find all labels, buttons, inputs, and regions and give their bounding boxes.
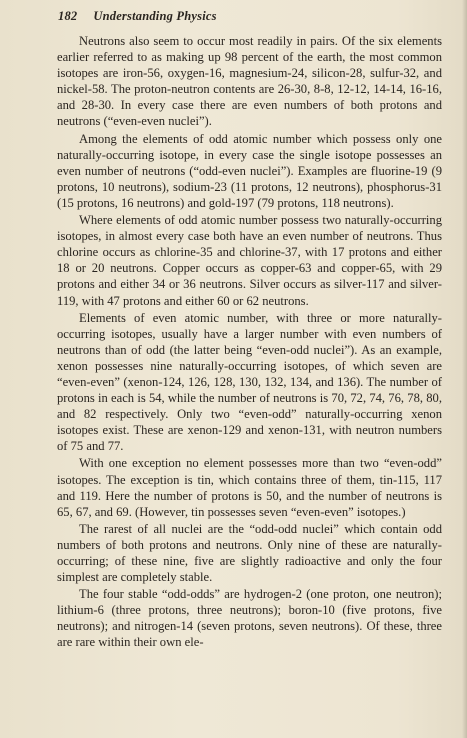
paragraph-even-even-nuclei: Neutrons also seem to occur most readily in pairs. Of the six elements earlier referred to as making up 98 percent of the earth, the most common isotopes are iron-56, oxygen-16, magnesium-24, silicon-28, sulfur-32, and nickel-58. The proton-neutron contents are 26-30, 8-8, 12-12, 14-14, 16-16, and 28-30. In every case there are even numbers of both protons and neutrons (“even-even nuclei”).: [57, 34, 442, 129]
page-number: 182: [58, 9, 78, 23]
page-edge-shadow: [462, 0, 467, 738]
paragraph-odd-even-nuclei: Among the elements of odd atomic number which possess only one naturally-occurring isotope, in every case the single isotope possesses an even number of neutrons (“odd-even nuclei”). Examples are fluorine-19 (9 protons, 10 neutrons), sodium-23 (11 protons, 12 neutrons), phosphorus-31 (15 protons, 16 neutrons) and gold-197 (79 protons, 118 neutrons).: [57, 131, 442, 210]
running-title: Understanding Physics: [93, 9, 217, 23]
running-header: [58, 9, 217, 24]
paragraph-stable-odd-odds: The four stable “odd-odds” are hydrogen-2 (one proton, one neutron); lithium-6 (three protons, three neutrons); boron-10 (five protons, five neutrons); and nitrogen-14 (seven protons, seven neutrons). Of these, three are rare within their own ele-: [57, 587, 442, 650]
paragraph-tin-exception: With one exception no element possesses more than two “even-odd” isotopes. The exception is tin, which contains three of them, tin-115, 117 and 119. Here the number of protons is 50, and the number of neutrons is 65, 67, and 69. (However, tin possesses seven “even-even” isotopes.): [57, 456, 442, 519]
paragraph-odd-odd-nuclei: The rarest of all nuclei are the “odd-odd nuclei” which contain odd numbers of both protons and neutrons. Only nine of these are naturally-occurring; of these nine, five are slightly radioactive and only the four simplest are completely stable.: [57, 521, 442, 585]
paragraph-even-odd-nuclei: Elements of even atomic number, with three or more naturally-occurring isotopes, usually have a larger number with even numbers of neutrons than of odd (the latter being “even-odd nuclei”). As an example, xenon possesses nine naturally-occurring isotopes, of which seven are “even-even” (xenon-124, 126, 128, 130, 132, 134, and 136). The number of protons in each is 54, while the number of neutrons is 70, 72, 74, 76, 78, 80, and 82 respectively. Only two “even-odd” naturally-occurring xenon isotopes exist. These are xenon-129 and xenon-131, with neutron numbers of 75 and 77.: [57, 310, 442, 454]
body-text: [57, 33, 442, 652]
paragraph-two-isotopes: Where elements of odd atomic number possess two naturally-occurring isotopes, in almost every case both have an even number of neutrons. Thus chlorine occurs as chlorine-35 and chlorine-37, with 17 protons and either 18 or 20 neutrons. Copper occurs as copper-63 and copper-65, with 29 protons and either 34 or 36 neutrons. Silver occurs as silver-117 and silver-119, with 47 protons and either 60 or 62 neutrons.: [57, 213, 442, 308]
